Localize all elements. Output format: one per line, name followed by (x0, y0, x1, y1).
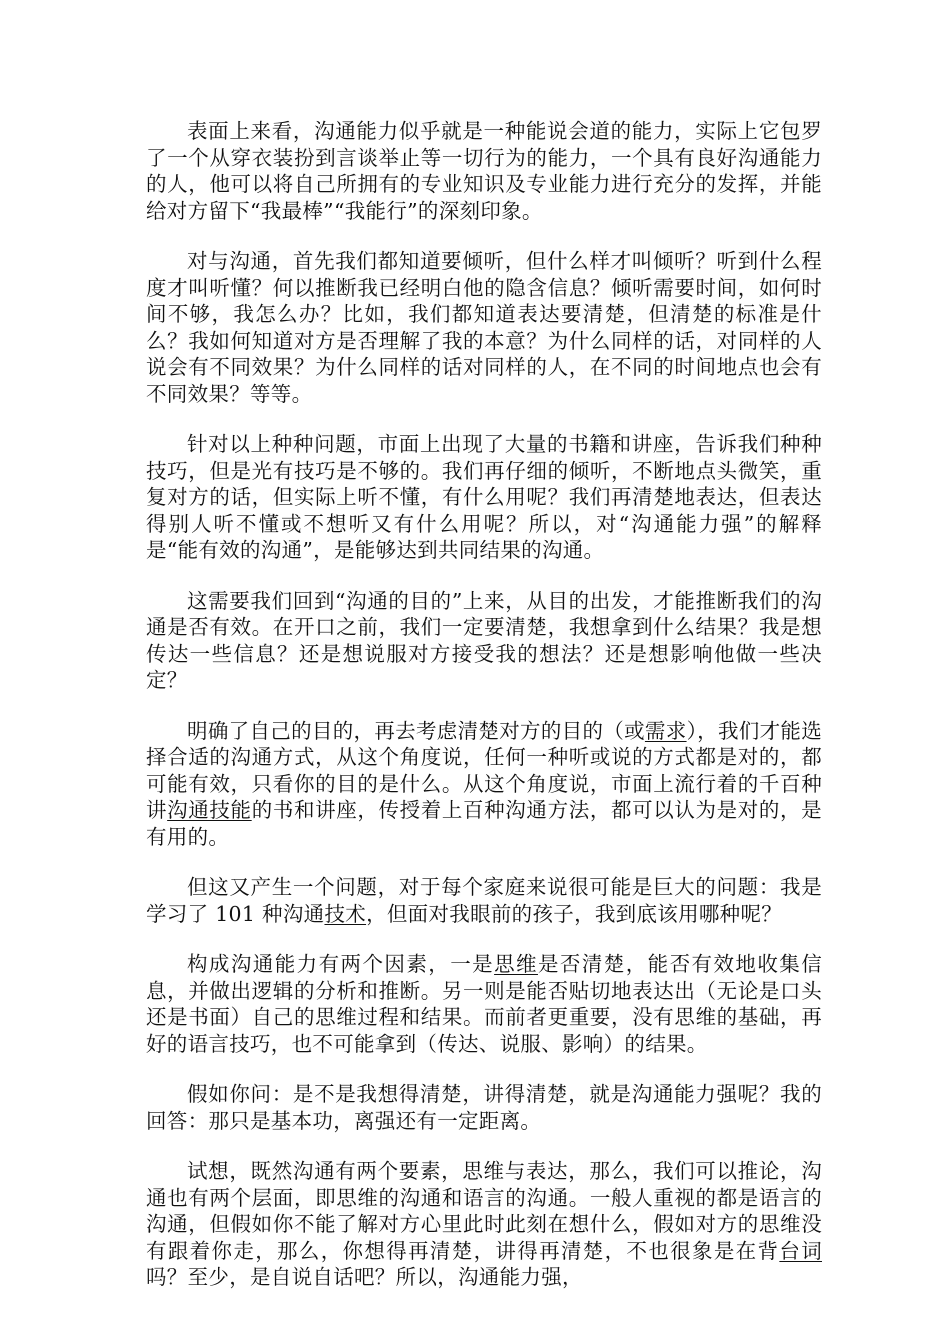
underlined-term-goutong-jineng: 沟通技能 (167, 798, 252, 822)
document-body (146, 118, 822, 1291)
paragraph-text: 明确了自己的目的，再去考虑清楚对方的目的（或 (187, 718, 645, 743)
paragraph-text: ），我们才能选择合适的沟通方式，从这个角度说，任何一种听或说的方式都是对的，都可能有效，只看你的目的是什么。从这个角度说，市面上流行着的千百种讲 (146, 718, 822, 822)
paragraph-text: ，但面对我眼前的孩子，我到底该用哪种呢？ (366, 901, 783, 926)
underlined-term-siwei: 思维 (494, 952, 538, 976)
paragraph-text: 吗？至少，是自说自话吧？所以，沟通能力强， (146, 1265, 583, 1289)
paragraph-text: 构成沟通能力有两个因素，一是 (187, 952, 495, 976)
underlined-term-xuqiu: 需求 (644, 718, 687, 743)
paragraph-3 (146, 431, 822, 564)
underlined-term-taici: 台词 (779, 1238, 822, 1263)
paragraph-text: 的书和讲座，传授着上百种沟通方法，都可以认为是对的，是有用的。 (146, 798, 822, 849)
paragraph-7 (146, 951, 822, 1057)
paragraph-8 (146, 1081, 822, 1134)
paragraph-text: 对与沟通，首先我们都知道要倾听，但什么样才叫倾听？听到什么程度才叫听懂？何以推断我已经明白他的隐含信息？倾听需要时间，如何时间不够，我怎么办？比如，我们都知道表达要清楚，但清楚的标准是什么？我如何知道对方是否理解了我的本意？为什么同样的话，对同样的人说会有不同效果？为什么同样的话对同样的人，在不同的时间地点也会有不同效果？等等。 (146, 249, 822, 406)
paragraph-text: 这需要我们回到“沟通的目的”上来，从目的出发，才能推断我们的沟通是否有效。在开口之前，我们一定要清楚，我想拿到什么结果？我是想传达一些信息？还是想说服对方接受我的想法？还是想影响他做一些决定？ (146, 588, 822, 692)
underlined-term-jishu: 技术 (324, 901, 367, 926)
paragraph-text: 但这又产生一个问题，对于每个家庭来说很可能是巨大的问题：我是学习了 101 种沟通 (146, 875, 822, 926)
paragraph-9 (146, 1158, 822, 1291)
paragraph-4 (146, 588, 822, 694)
paragraph-text: 是否清楚，能否有效地收集信息，并做出逻辑的分析和推断。另一则是能否贴切地表达出（无论是口头还是书面）自己的思维过程和结果。而前者更重要，没有思维的基础，再好的语言技巧，也不可能拿到（传达、说服、影响）的结果。 (146, 952, 822, 1056)
paragraph-1 (146, 118, 822, 224)
paragraph-text: 表面上来看，沟通能力似乎就是一种能说会道的能力，实际上它包罗了一个从穿衣装扮到言谈举止等一切行为的能力，一个具有良好沟通能力的人，他可以将自己所拥有的专业知识及专业能力进行充分的发挥，并能给对方留下“我最棒”“我能行”的深刻印象。 (146, 119, 822, 223)
paragraph-text: 针对以上种种问题，市面上出现了大量的书籍和讲座，告诉我们种种技巧，但是光有技巧是不够的。我们再仔细的倾听，不断地点头微笑，重复对方的话，但实际上听不懂，有什么用呢？我们再清楚地表达，但表达得别人听不懂或不想听又有什么用呢？所以，对“沟通能力强”的解释是“能有效的沟通”，是能够达到共同结果的沟通。 (146, 432, 822, 562)
paragraph-6 (146, 874, 822, 927)
paragraph-2 (146, 248, 822, 407)
paragraph-text: 试想，既然沟通有两个要素，思维与表达，那么，我们可以推论，沟通也有两个层面，即思维的沟通和语言的沟通。一般人重视的都是语言的沟通，但假如你不能了解对方心里此时此刻在想什么，假如对方的思维没有跟着你走，那么，你想得再清楚，讲得再清楚，不也很象是在背 (146, 1159, 822, 1263)
paragraph-5 (146, 718, 822, 851)
paragraph-text: 假如你问：是不是我想得清楚，讲得清楚，就是沟通能力强呢？我的回答：那只是基本功，离强还有一定距离。 (146, 1082, 822, 1133)
